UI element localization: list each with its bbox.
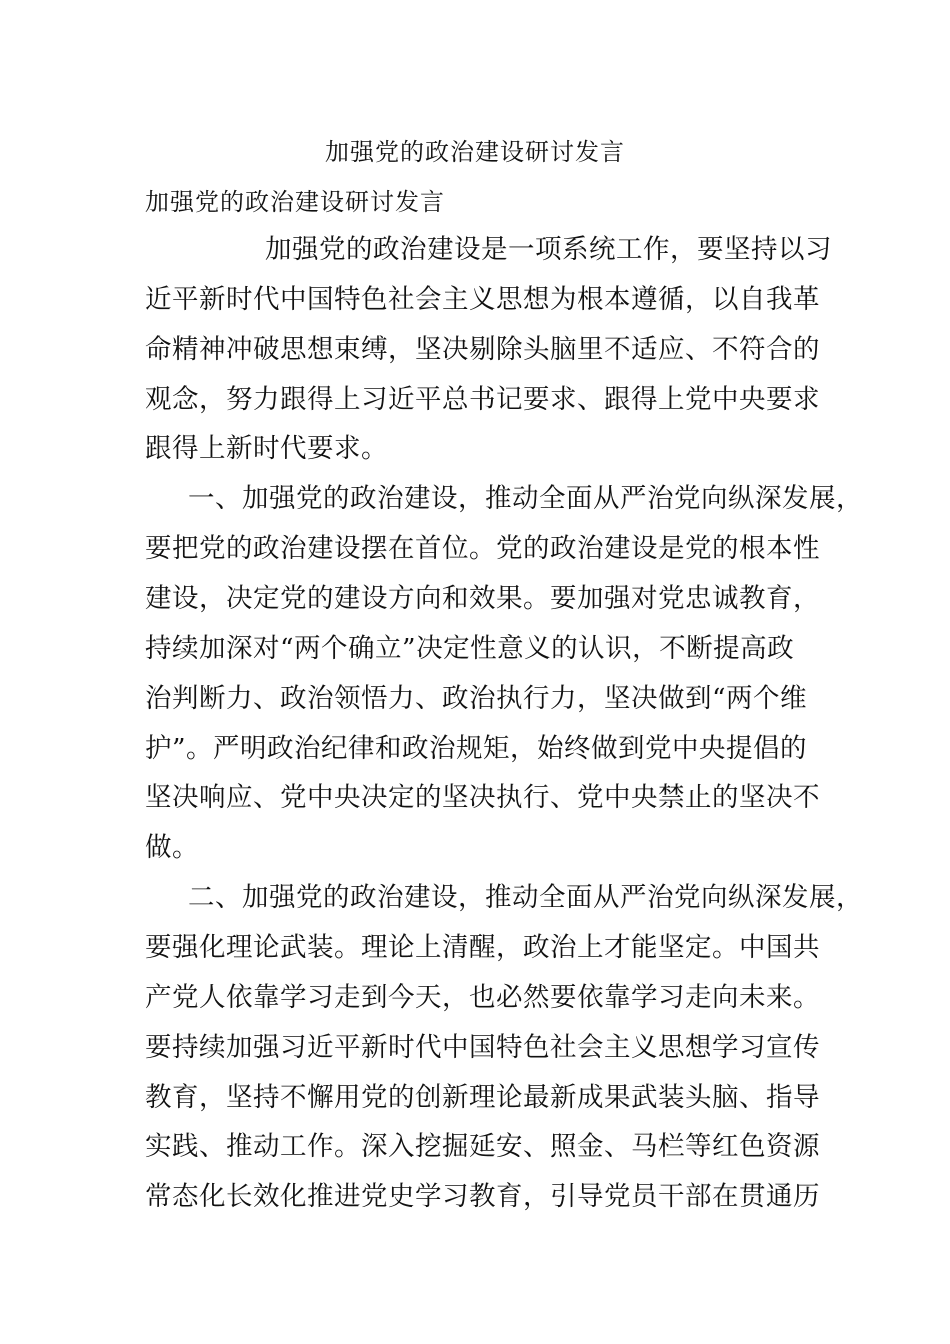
text-line: 观念，努力跟得上习近平总书记要求、跟得上党中央要求 [145,384,820,415]
text-line: 常态化长效化推进党史学习教育，引导党员干部在贯通历 [145,1181,820,1212]
text-line: 跟得上新时代要求。 [145,433,388,464]
text-line: 加强党的政治建设是一项系统工作，要坚持以习 [265,234,832,265]
text-line: 二、加强党的政治建设，推动全面从严治党向纵深发展， [188,882,863,913]
text-line: 要强化理论武装。理论上清醒，政治上才能坚定。中国共 [145,932,820,963]
text-line: 要把党的政治建设摆在首位。党的政治建设是党的根本性 [145,533,820,564]
text-line: 坚决响应、党中央决定的坚决执行、党中央禁止的坚决不 [145,782,820,813]
text-line: 产党人依靠学习走到今天，也必然要依靠学习走向未来。 [145,982,820,1013]
text-line: 做。 [145,832,199,863]
text-line: 建设，决定党的建设方向和效果。要加强对党忠诚教育， [145,583,820,614]
text-line: 一、加强党的政治建设，推动全面从严治党向纵深发展， [188,483,863,514]
text-line: 命精神冲破思想束缚，坚决剔除头脑里不适应、不符合的 [145,334,820,365]
text-line: 持续加深对“两个确立”决定性意义的认识，不断提高政 [145,633,795,664]
document-title: 加强党的政治建设研讨发言 [325,138,625,166]
document-subtitle: 加强党的政治建设研讨发言 [145,188,445,216]
text-line: 护”。严明政治纪律和政治规矩，始终做到党中央提倡的 [145,733,808,764]
text-line: 近平新时代中国特色社会主义思想为根本遵循，以自我革 [145,284,820,315]
text-line: 治判断力、政治领悟力、政治执行力，坚决做到“两个维 [145,683,808,714]
text-line: 教育，坚持不懈用党的创新理论最新成果武装头脑、指导 [145,1082,820,1113]
text-line: 实践、推动工作。深入挖掘延安、照金、马栏等红色资源 [145,1131,820,1162]
text-line: 要持续加强习近平新时代中国特色社会主义思想学习宣传 [145,1032,820,1063]
